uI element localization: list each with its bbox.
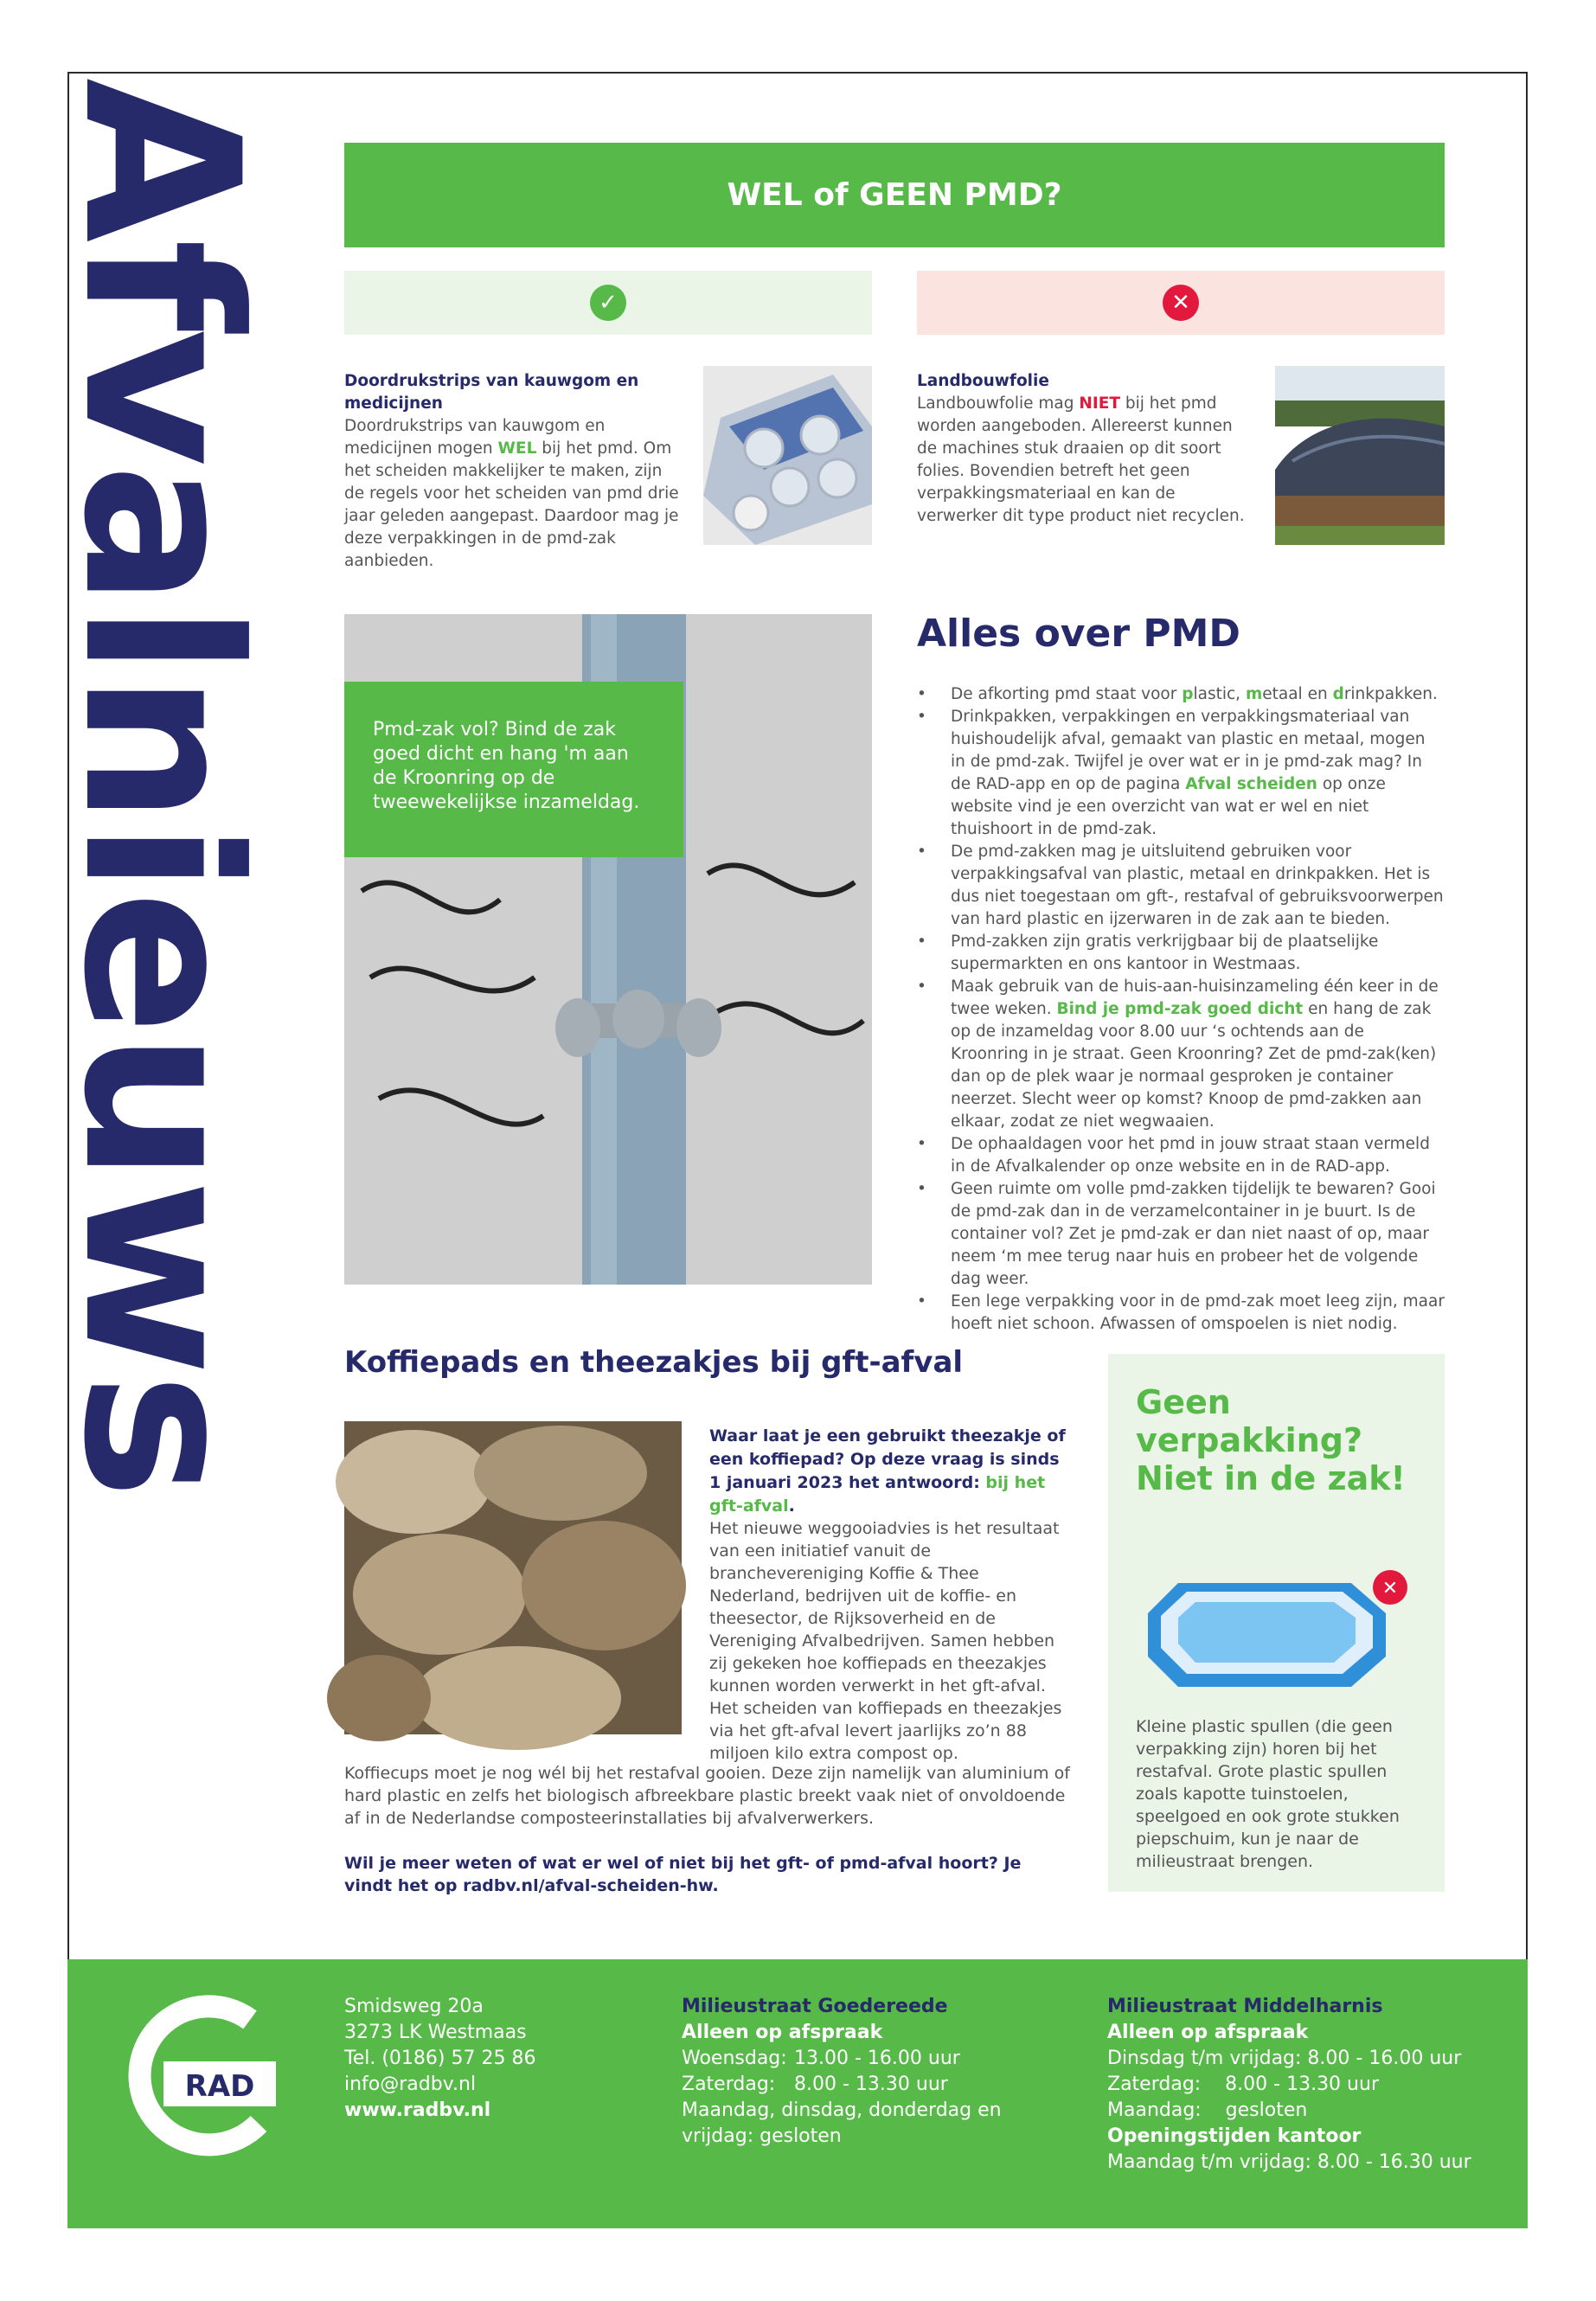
wel-bar [344,271,872,335]
pool-illustration [1139,1566,1425,1699]
banner: WEL of GEEN PMD? [344,143,1445,247]
koffie-body: Het nieuwe weggooiadvies is het resultaat van een initiatief vanuit de branchevereniging Koffie & Thee Nederland, bedrijven uit de koffie- en theesector, de Rijksoverheid en de Vereniging Afvalbedrijven. Samen hebben zij gekeken hoe koffiepads en theezakjes kunnen worden verwerkt in het gft-afval. Het scheiden van koffiepads en theezakjes via het gft-afval levert jaarlijks zo’n 88 miljoen kilo extra compost op. [709,1519,1062,1763]
pmd-list [917,683,1445,1336]
list-item: • Een lege verpakking voor in de pmd-zak moet leeg zijn, maar hoeft niet schoon. Afwassen of omspoelen is niet nodig. [917,1291,1445,1336]
side-headline: Geen verpakking? Niet in de zak! [1136,1383,1406,1497]
blister-photo [703,366,872,545]
list-item: • Maak gebruik van de huis-aan-huisinzameling één keer in de twee weken. Bind je pmd-zak goed dicht en hang de zak op de inzameldag voor 8.00 uur ‘s ochtends aan de Kroonring in je straat. Geen Kroonring? Zet de pmd-zak(ken) dan op de plek waar je normaal gesproken je container neerzet. Slecht weer op komst? Knoop de pmd-zakken aan elkaar, zodat ze niet wegwaaien. [917,976,1445,1133]
rad-logo [129,1994,285,2153]
wel-highlight: WEL [497,439,537,458]
website-link[interactable]: www.radbv.nl [344,2099,491,2121]
alles-title: Alles over PMD [917,612,1240,656]
email-link[interactable]: info@radbv.nl [344,2073,477,2095]
masthead [36,78,284,1972]
list-item: • De ophaaldagen voor het pmd in jouw straat staan vermeld in de Afvalkalender op onze website en in de RAD-app. [917,1133,1445,1178]
geen-bar [917,271,1445,335]
wel-title: Doordrukstrips van kauwgom en medicijnen [344,372,639,413]
list-item: • De pmd-zakken mag je uitsluitend gebruiken voor verpakkingsafval van plastic, metaal en drinkpakken. Het is dus niet toegestaan om gft-, restafval of gebruiksvoorwerpen van hard plastic en ijzerwaren in de zak aan te bieden. [917,841,1445,931]
list-item: • De afkorting pmd staat voor plastic, metaal en drinkpakken. [917,683,1445,706]
footer-middelharnis: Milieustraat Middelharnis Alleen op afspraak Dinsdag t/m vrijdag: 8.00 - 16.00 uur Zaterdag: 8.00 - 13.30 uur Maandag: gesloten Openingstijden kantoor Maandag t/m vrijdag: 8.00 - 16.30 uur [1107,1996,1471,2173]
geen-article [917,370,1254,528]
cross-icon: ✕ [1163,285,1199,321]
gft-link[interactable]: bij het gft-afval [709,1473,1046,1516]
wel-body-post: bij het pmd. Om het scheiden makkelijker te maken, zijn de regels voor het scheiden van pmd drie jaar geleden aangepast. Daardoor mag je deze verpakkingen in de pmd-zak aanbieden. [344,439,679,570]
geen-body-post: bij het pmd worden aangeboden. Allereerst kunnen de machines stuk draaien op dit soort folies. Bovendien betreft het geen verpakkingsmateriaal en kan de verwerker dit type product niet recyclen. [917,394,1245,525]
wel-article [344,370,682,573]
pole-callout: Pmd-zak vol? Bind de zak goed dicht en hang 'm aan de Kroonring op de tweewekelijkse inzameldag. [344,682,683,857]
geen-title: Landbouwfolie [917,372,1049,390]
koffie-bottom: Koffiecups moet je nog wél bij het restafval gooien. Deze zijn namelijk van aluminium of hard plastic en zelfs het biologisch afbreekbare plastic breekt vaak niet of onvoldoende af in de Nederlandse composteerinstallaties bij afvalverwerkers. [344,1764,1070,1828]
svg-text:✕: ✕ [1381,1578,1399,1599]
side-box [1108,1354,1445,1892]
afval-scheiden-link[interactable]: Afval scheiden [1185,775,1317,793]
masthead-text: Afvalnieuws [36,78,284,1497]
footer-address: Smidsweg 20a 3273 LK Westmaas Tel. (0186) 57 25 86 info@radbv.nl www.radbv.nl [344,1994,535,2124]
check-icon: ✓ [590,285,626,321]
list-item: • Drinkpakken, verpakkingen en verpakkingsmateriaal van huishoudelijk afval, gemaakt van plastic en metaal, mogen in de pmd-zak. Twijfel je over wat er in je pmd-zak mag? In de RAD-app en op de pagina Afval scheiden op onze website vind je een overzicht van wat er wel en niet thuishoort in de pmd-zak. [917,706,1445,841]
svg-text:RAD: RAD [184,2069,255,2104]
teabags-photo [344,1421,682,1734]
wel-body-pre: Doordrukstrips van kauwgom en medicijnen mogen [344,417,606,458]
koffie-title: Koffiepads en theezakjes bij gft-afval [344,1345,964,1380]
foil-photo [1275,366,1445,545]
footer-goedereede: Milieustraat Goedereede Alleen op afspraak Woensdag: 13.00 - 16.00 uur Zaterdag: 8.00 - 13.30 uur Maandag, dinsdag, donderdag en vrijdag: gesloten [682,1996,1002,2147]
list-item: • Pmd-zakken zijn gratis verkrijgbaar bij de plaatselijke supermarkten en ons kantoor in Westmaas. [917,931,1445,976]
geen-body-pre: Landbouwfolie mag [917,394,1080,413]
list-item: • Geen ruimte om volle pmd-zakken tijdelijk te bewaren? Gooi de pmd-zak dan in de verzamelcontainer in je buurt. Is de container vol? Zet je pmd-zak er dan niet naast of op, maar neem ‘m mee terug naar huis en probeer het de volgende dag weer. [917,1178,1445,1291]
koffie-intro: Waar laat je een gebruikt theezakje of een koffiepad? Op deze vraag is sinds 1 januari 2023 het antwoord: bij het gft-afval. [709,1426,1066,1516]
geen-highlight: NIET [1079,394,1121,413]
koffie-final: Wil je meer weten of wat er wel of niet bij het gft- of pmd-afval hoort? Je vindt het op radbv.nl/afval-scheiden-hw. [344,1854,1022,1895]
side-text: Kleine plastic spullen (die geen verpakking zijn) horen bij het restafval. Grote plastic spullen zoals kapotte tuinstoelen, speelgoed en ook grote stukken piepschuim, kun je naar de milieustraat brengen. [1136,1717,1400,1871]
